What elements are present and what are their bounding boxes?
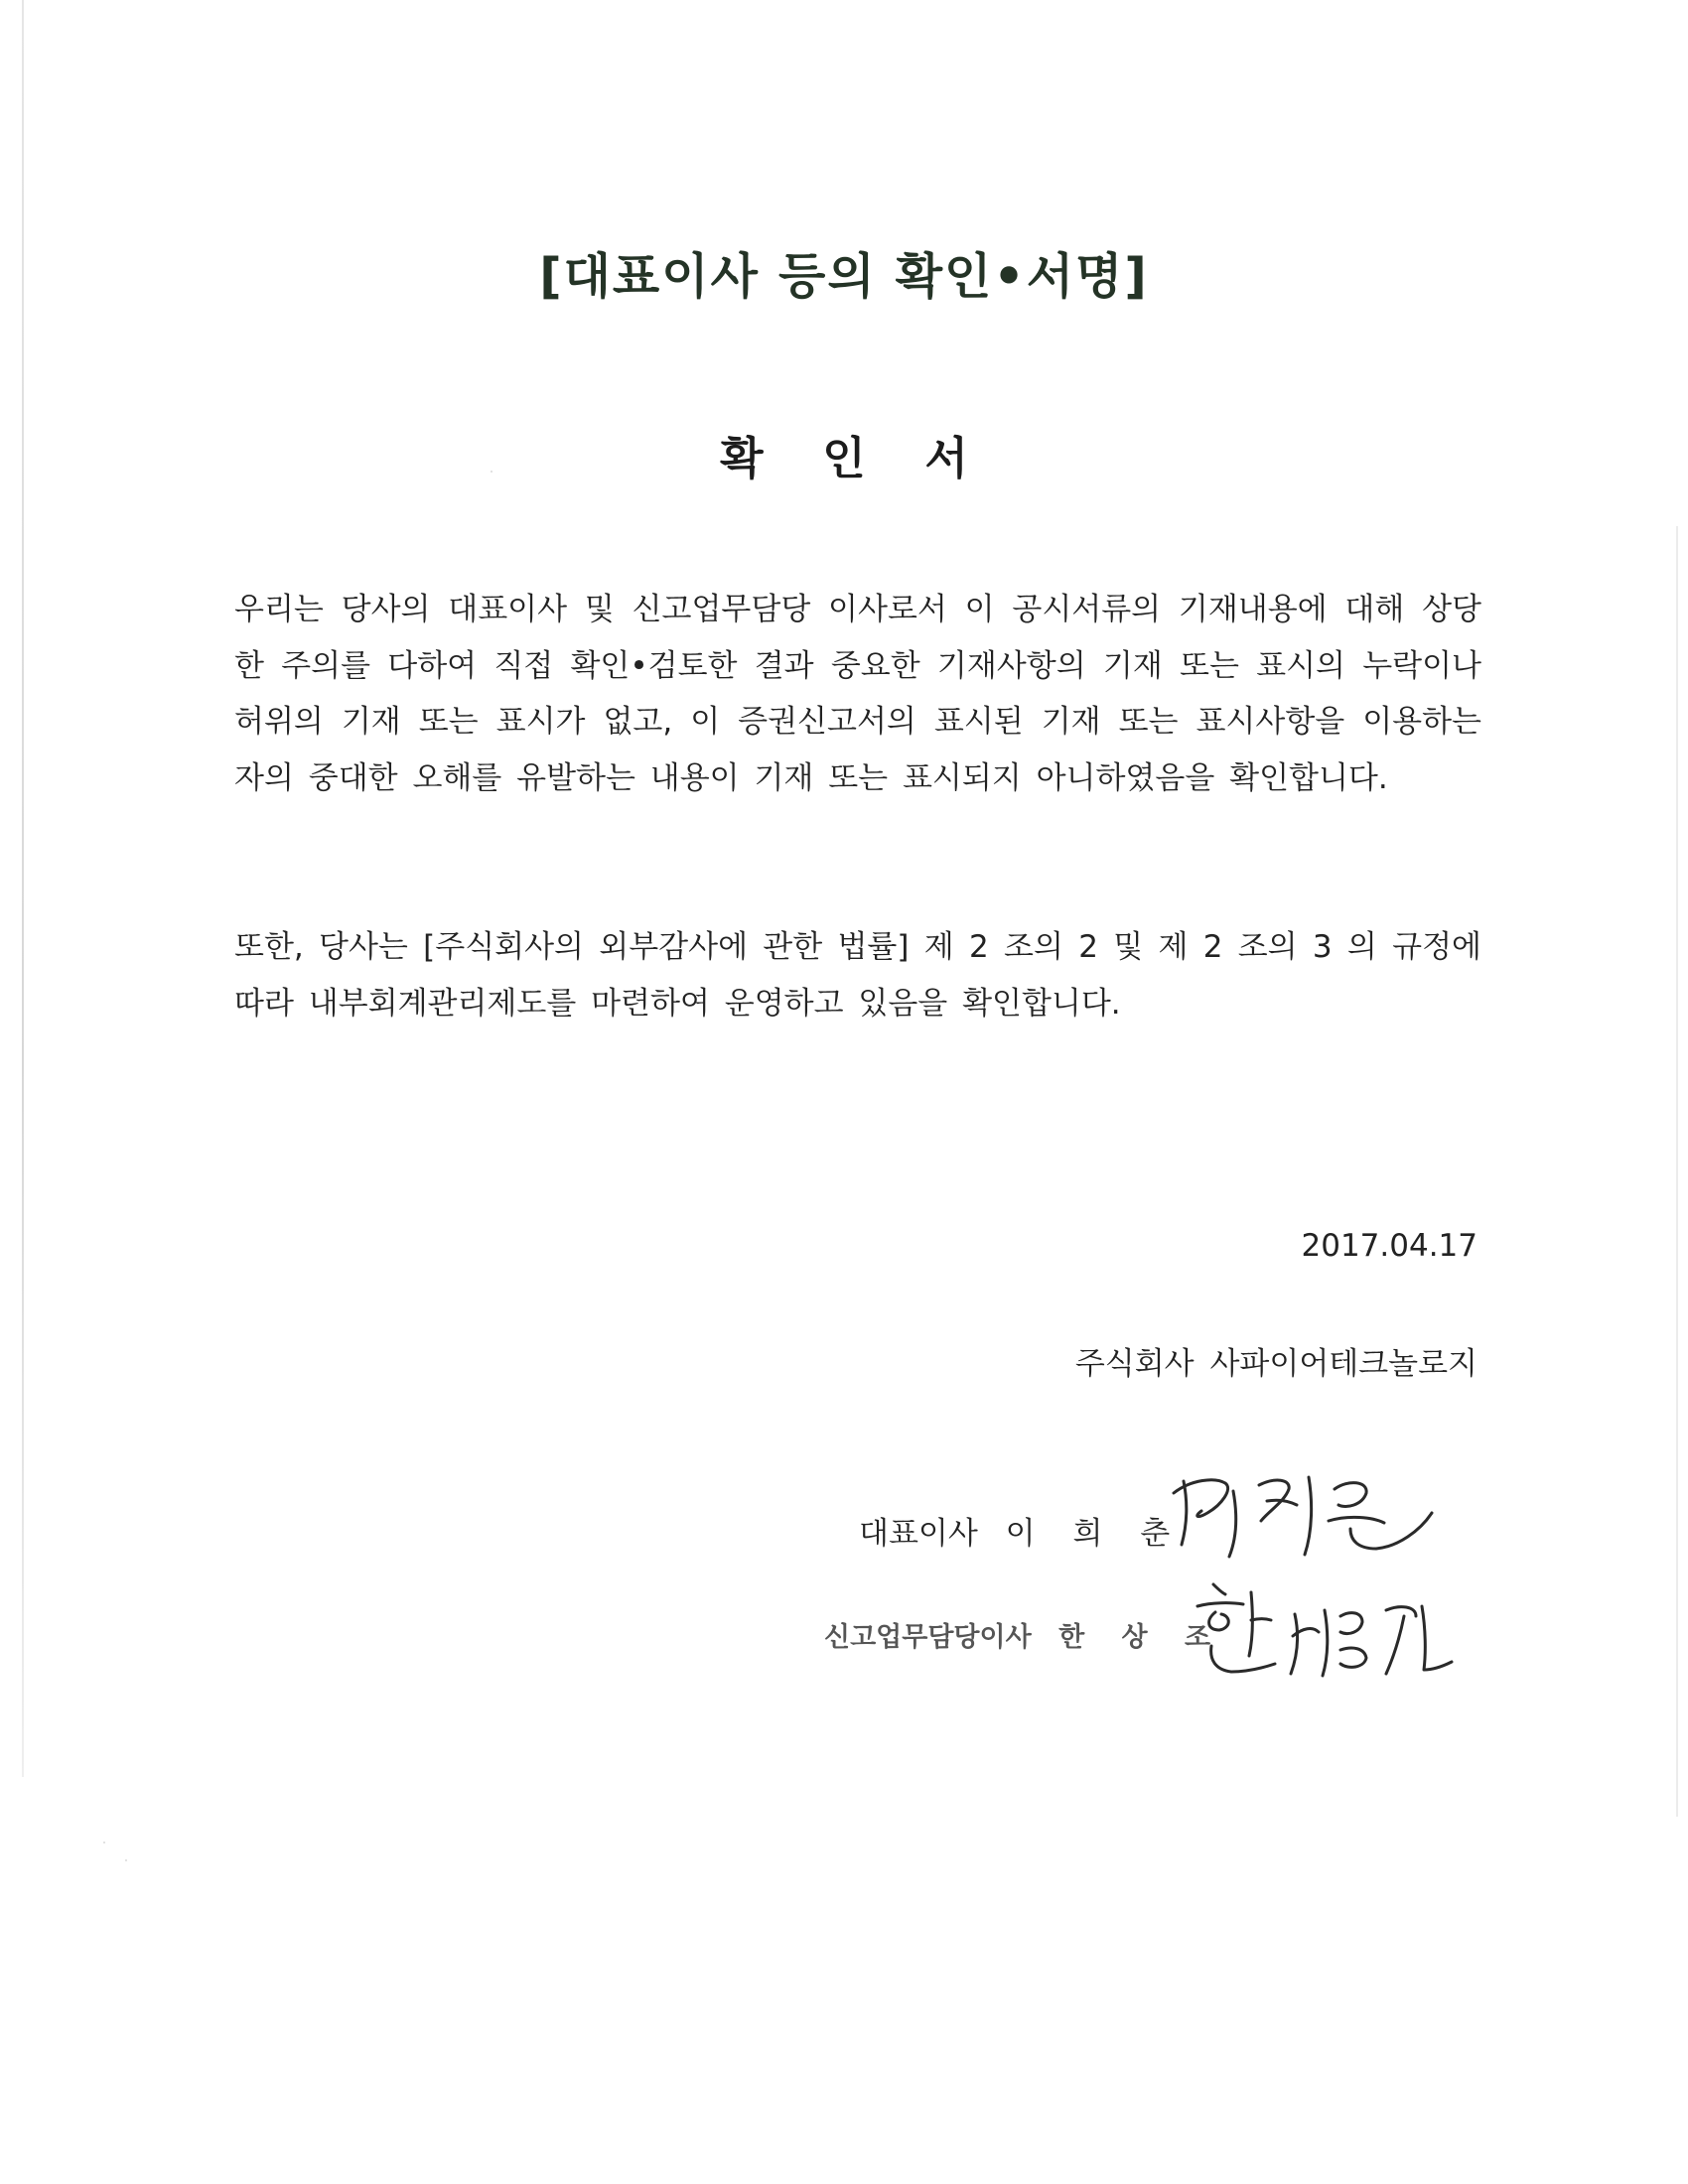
page-heading: [대표이사 등의 확인•서명] xyxy=(539,248,1149,305)
document-title: 확 인 서 xyxy=(720,432,990,484)
reporting-officer-signature-line xyxy=(824,1615,1224,1654)
scan-speck xyxy=(103,1842,105,1843)
scan-speck xyxy=(125,1859,127,1861)
ceo-name: 이 희 춘 xyxy=(1005,1516,1185,1552)
scan-edge-right xyxy=(1676,526,1678,1817)
scan-speck xyxy=(491,471,492,473)
ceo-handwritten-signature xyxy=(1164,1461,1442,1570)
confirmation-paragraph: 우리는 당사의 대표이사 및 신고업무담당 이사로서 이 공시서류의 기재내용에 대해 상당한 주의를 다하여 직접 확인•검토한 결과 중요한 기재사항의 기재 또는 표시의 누락이나 허위의 기재 또는 표시가 없고, 이 증권신고서의 표시된 기재 또는 표시사항을 이용하는 자의 중대한 오해를 유발하는 내용이 기재 또는 표시되지 아니하였음을 확인합니다. xyxy=(234,592,1481,796)
ceo-signature-line xyxy=(859,1508,1184,1553)
document-date: 2017.04.17 xyxy=(1301,1228,1477,1264)
company-name: 주식회사 사파이어테크놀로지 xyxy=(1074,1346,1477,1382)
reporting-officer-handwritten-signature xyxy=(1192,1576,1460,1686)
reporting-officer-role-label: 신고업무담당이사 xyxy=(824,1622,1032,1653)
reporting-officer-name: 한 상 조 xyxy=(1058,1622,1225,1653)
ceo-role-label: 대표이사 xyxy=(859,1516,978,1552)
internal-control-paragraph: 또한, 당사는 [주식회사의 외부감사에 관한 법률] 제 2 조의 2 및 제 2 조의 3 의 규정에 따라 내부회계관리제도를 마련하여 운영하고 있음을 확인합니다. xyxy=(234,929,1481,1022)
